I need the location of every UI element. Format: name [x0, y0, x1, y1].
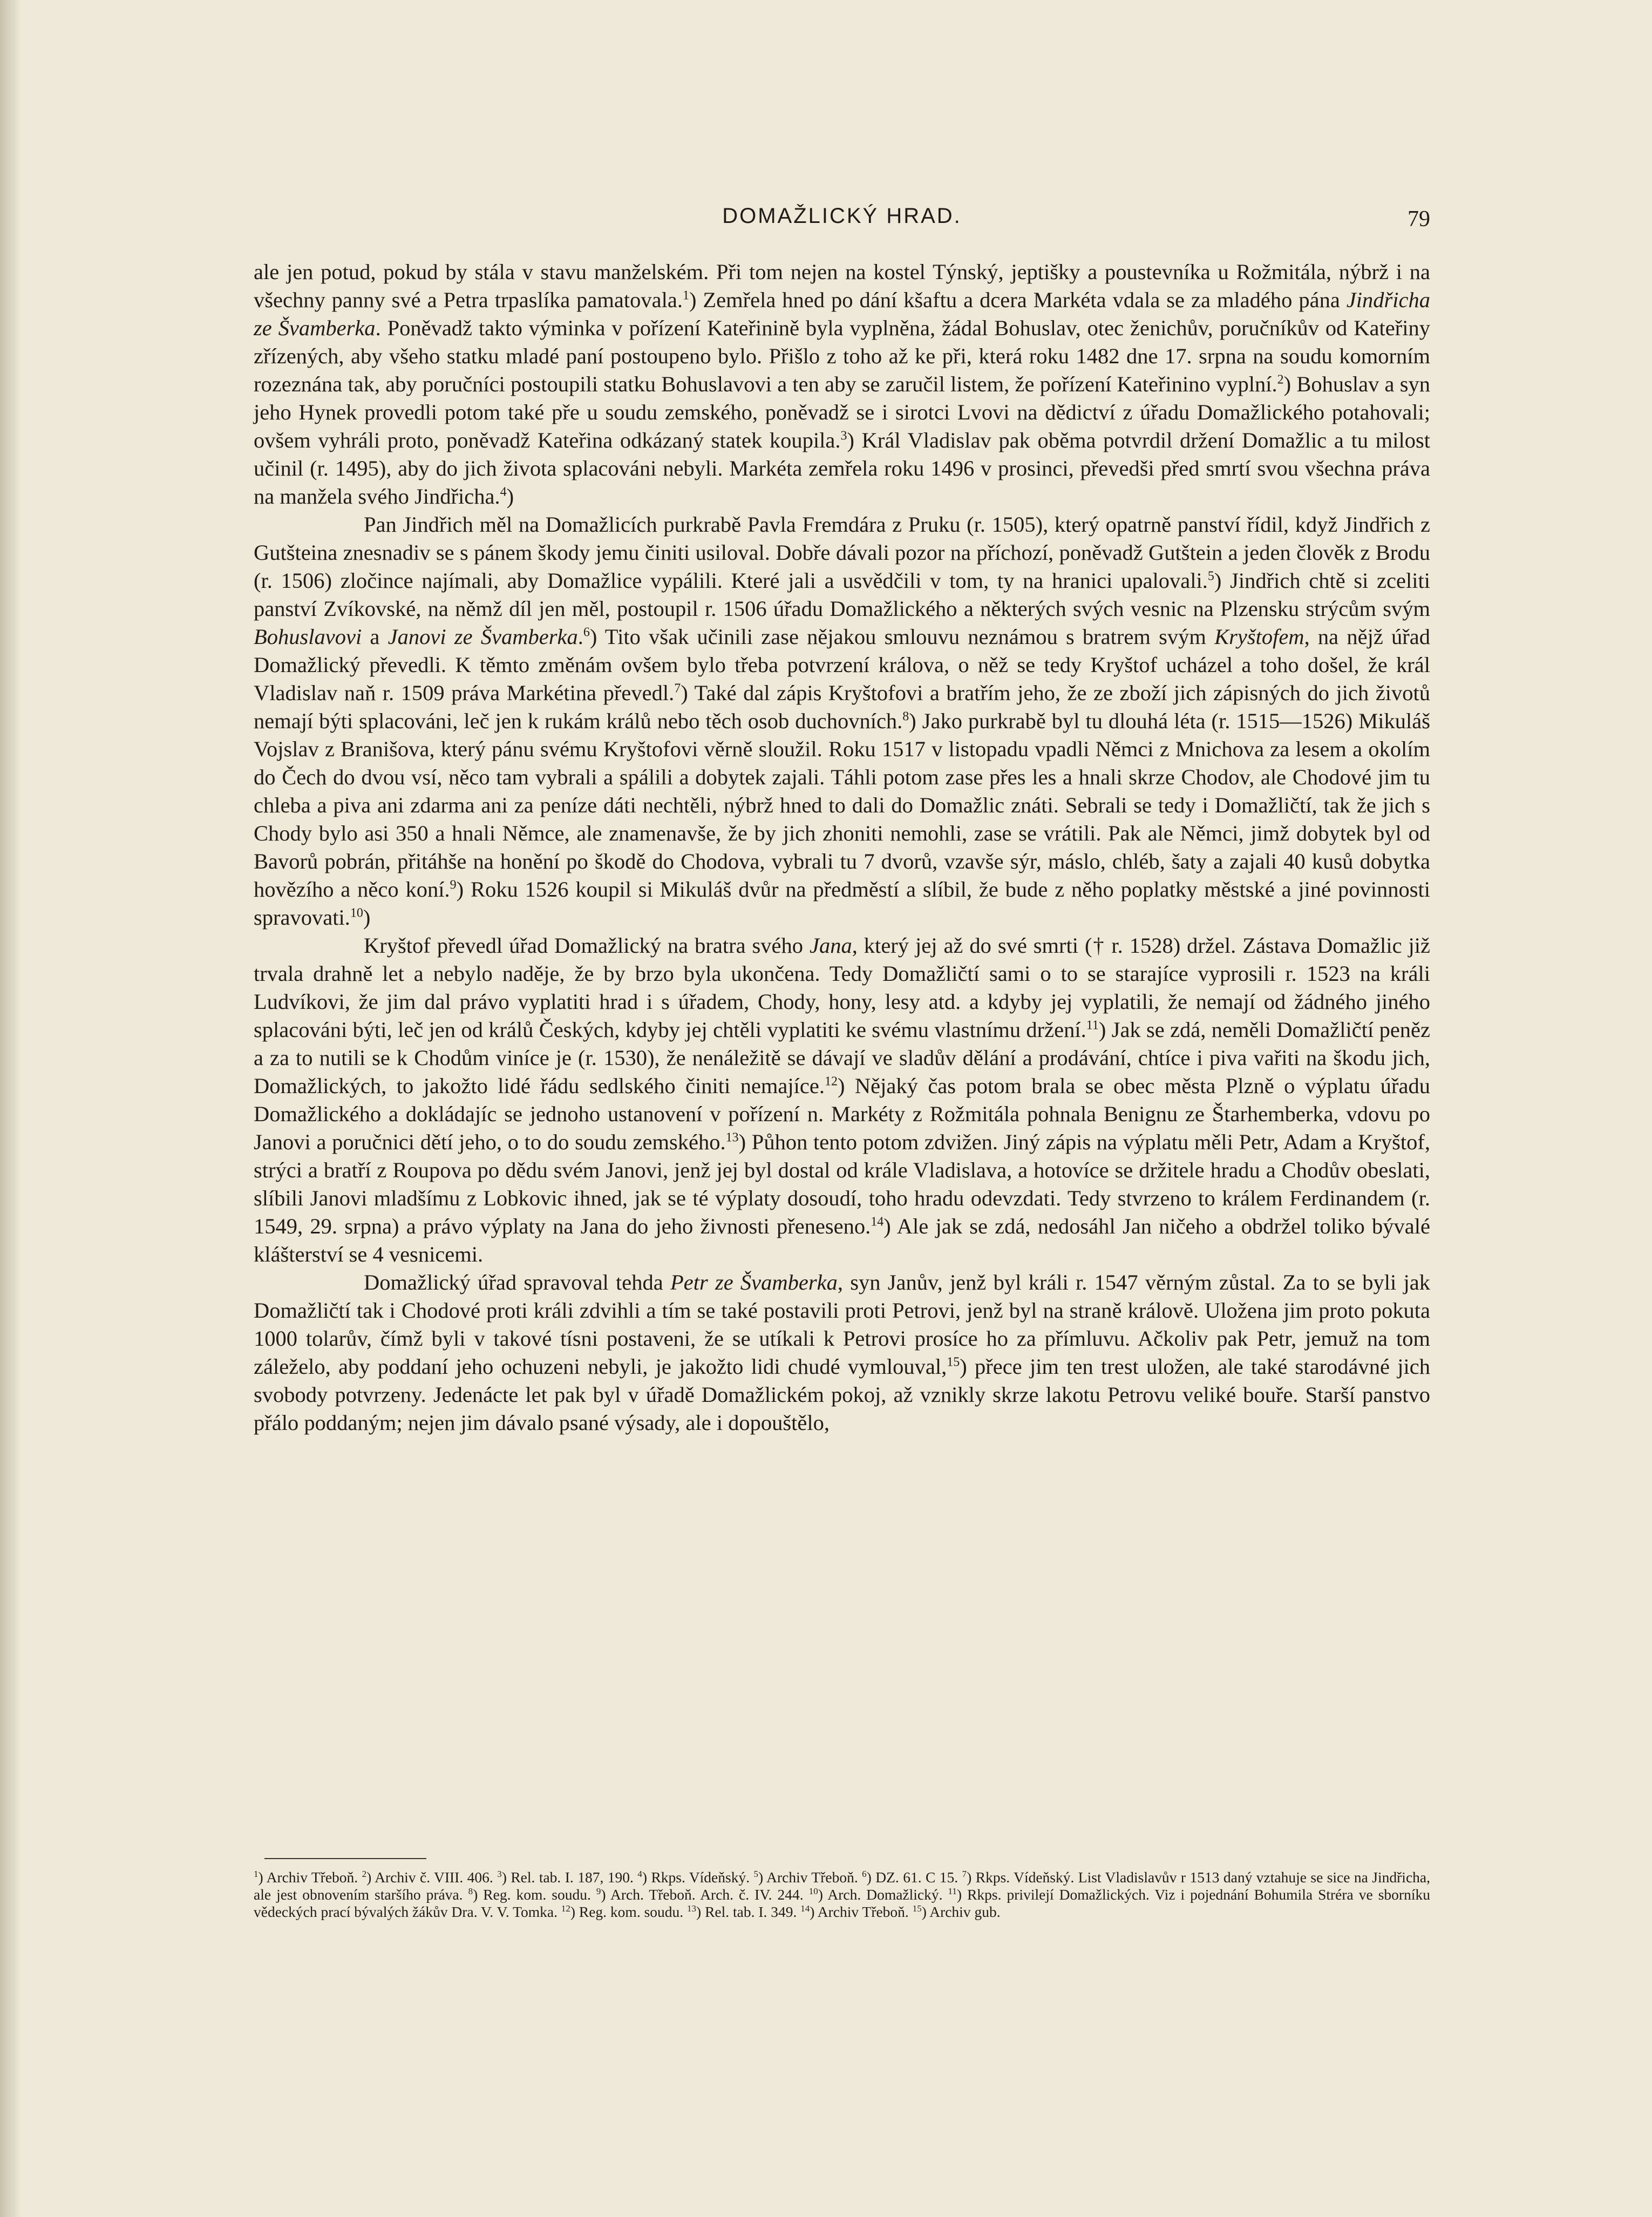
footnote-text: , syn Janův, jenž byl králi r. 1547 věrným zůstal. Za to se byli jak Domažličtí tak i Chodové proti králi zdvihli a tím se také postavili proti Petrovi, jenž byl na straně královĕ. Uložena jim proto pokuta 1000 tolarův, čímž byli v takové tísni postaveni, že se utíkali k Petrovi prosíce ho za přímluvu. Ačkoliv pak Petr, jemuž na tom záleželo, aby poddaní jeho ochuzeni nebyli, je jakožto lidi chudé vymlouval,: [254, 1270, 1430, 1379]
footnote-ref: 4: [500, 485, 507, 499]
footnote-ref: 5: [1207, 569, 1214, 584]
note-text: ) Rel. tab. I. 187, 190.: [501, 1869, 638, 1886]
footnote-text: ) Jak se zdá, neměli Domažličtí peněz a za to nutili se k Chodům viníce je (r. 1530), že nenáležitě se dávají ve sladův dělání a prodávání, chtíce i piva vařiti na škodu jich, Domažlických, to jakožto lidé řádu sedlského činiti nemajíce.: [254, 1018, 1430, 1098]
page-number: 79: [1408, 207, 1430, 232]
footnote-text: ale jen potud, pokud by stála v stavu manželském. Při tom nejen na kostel Týnský, jeptišky a poustevníka u Rožmitála, nýbrž i na všechny panny své a Petra trpaslíka pamatovala.: [254, 260, 1430, 312]
footnote-ref: 2: [1277, 372, 1284, 387]
note-ref: 13: [687, 1903, 697, 1914]
note-ref: 10: [808, 1886, 818, 1896]
footnote-ref: 9: [450, 878, 457, 892]
note-text: ) Rkps. privilejí Domažlických. Viz i pojednání Bohumila Stréra ve sborníku vědeckých prací bývalých žákův Dra. V. V. Tomka.: [254, 1886, 1430, 1920]
footnote-text: Domažlický úřad spravoval tehda: [364, 1270, 670, 1294]
footnote-text: Kryštof převedl úřad Domažlický na bratra svého: [364, 933, 810, 958]
footnotes: [254, 1869, 1430, 1921]
footnote-text: Pan Jindřich měl na Domažlicích purkrabě Pavla Fremdára z Pruku (r. 1505), který opatrně panství řídil, když Jindřich z Gutšteina znesnadiv se s pánem škody jemu činiti usiloval. Dobře dávali pozor na příchozí, poněvadž Gutštein a jeden člověk z Brodu (r. 1506) zločince najímali, aby Domažlice vypálili. Které jali a usvědčili v tom, ty na hranici upalovali.: [254, 512, 1430, 593]
paragraph: [254, 511, 1430, 932]
footnote-text: ) přece jim ten trest uložen, ale také starodávné jich svobody potvrzeny. Jedenácte let pak byl v úřadě Domažlickém pokoj, až vznikly skrze lakotu Petrovu veliké bouře. Starší panstvo přálo poddaným; nejen jim dávalo psané výsady, ale i dopouštělo,: [254, 1354, 1430, 1435]
footnote-ref: 15: [947, 1355, 960, 1369]
footnote-ref: 1: [682, 288, 689, 303]
paragraph: [254, 258, 1430, 511]
note-ref: 3: [497, 1868, 502, 1879]
footnote-text: .: [577, 625, 583, 649]
footnote-text: ) Král Vladislav pak oběma potvrdil držení Domažlic a tu milost učinil (r. 1495), aby do jich života splacováni nebyli. Markéta zemřela roku 1496 v prosinci, převedši před smrtí svou všechna práva na manžela svého Jindřicha.: [254, 428, 1430, 509]
note-ref: 15: [912, 1903, 922, 1914]
footnote-ref: 14: [871, 1215, 884, 1229]
running-title: DOMAŽLICKÝ HRAD.: [722, 204, 962, 228]
note-ref: 8: [468, 1886, 473, 1896]
footnote-text: , který jej až do své smrti († r. 1528) držel. Zástava Domažlic již trvala drahně let a nebylo naděje, že by brzo byla ukončena. Tedy Domažličtí sami o to se starajíce vyprosili r. 1523 na králi Ludvíkovi, že jim dal právo vyplatiti hrad i s úřadem, Chody, hony, lesy atd. a kdyby jej vyplatili, že nemají od žádného jiného splacováni býti, leč jen od králů Českých, kdyby jej chtěli vyplatiti ke svému vlastnímu držení.: [254, 933, 1430, 1042]
footnote-text: ) Bohuslav a syn jeho Hynek provedli potom také pře u soudu zemského, poněvadž se i sirotci Lvovi na dědictví z úřadu Domažlického potahovali; ovšem vyhráli proto, poněvadž Kateřina odkázaný statek koupila.: [254, 372, 1430, 452]
italic-name: Jindřicha ze Švamberka: [254, 288, 1430, 340]
footnote-text: a: [362, 625, 388, 649]
footnote-text: ) Jako purkrabě byl tu dlouhá léta (r. 1515—1526) Mikuláš Vojslav z Branišova, který pánu svému Kryštofovi věrně sloužil. Roku 1517 v listopadu vpadli Němci z Mnichova za lesem a okolím do Čech do dvou vsí, něco tam vybrali a spálili a dobytek zajali. Táhli potom zase přes les a hnali skrze Chodov, ale Chodové jim tu chleba a piva ani zdarma ani za peníze dáti nechtěli, nýbrž hned to dali do Domažlic znáti. Sebrali se tedy i Domažličtí, tak že jich s Chody bylo asi 350 a hnali Němce, ale znamenavše, že by jich zhoniti nemohli, zase se vrátili. Pak ale Němci, jimž dobytek byl od Bavorů pobrán, přitáhše na honění po škodě do Chodova, vybrali tu 7 dvorů, vzavše sýr, máslo, chléb, šaty a zajali 40 kusů dobytka hovězího a něco koní.: [254, 709, 1430, 901]
note-ref: 7: [962, 1868, 967, 1879]
note-ref: 11: [948, 1886, 957, 1896]
footnote-ref: 10: [350, 906, 363, 920]
note-text: ) Reg. kom. soudu.: [473, 1886, 596, 1903]
note-text: ) Archiv Třeboň.: [258, 1869, 362, 1886]
italic-name: Janovi ze Švamberka: [387, 625, 578, 649]
body-text: [254, 258, 1430, 1437]
note-text: ) Rkps. Vídeňský. List Vladislavův r 1513 daný vztahuje se sice na Jindřicha, ale jest obnovením staršího práva.: [254, 1869, 1430, 1903]
footnote-ref: 12: [825, 1074, 838, 1089]
note-text: ) Archiv Třeboň.: [758, 1869, 862, 1886]
footnote-text: ) Jindřich chtě si zceliti panství Zvíkovské, na němž díl jen měl, postoupil r. 1506 úřadu Domažlického a některých svých vesnic na Plzensku strýcům svým: [254, 568, 1430, 621]
note-ref: 4: [637, 1868, 642, 1879]
note-ref: 6: [862, 1868, 867, 1879]
footnote-text: ): [363, 905, 371, 930]
note-ref: 12: [561, 1903, 570, 1914]
note-text: ) Rel. tab. I. 349.: [696, 1903, 801, 1920]
note-text: ) Arch. Třeboň. Arch. č. IV. 244.: [601, 1886, 809, 1903]
footnote-text: ) Také dal zápis Kryštofovi a bratřím jeho, že ze zboží jich zápisných do jich životů nemají býti splacováni, leč jen k rukám králů nebo těch osob duchovních.: [254, 681, 1430, 733]
footnote-text: ) Nějaký čas potom brala se obec města Plzně o výplatu úřadu Domažlického a dokládajíc se jednoho ustanovení v pořízení n. Markéty z Rožmitála pohnala Benignu ze Štarhemberka, vdovu po Janovi a poručnici dětí jeho, o to do soudu zemského.: [254, 1074, 1430, 1154]
footnote-ref: 3: [840, 429, 847, 443]
running-header: [254, 204, 1430, 242]
page-edge-shadow: [0, 0, 22, 2217]
footnote-text: ) Roku 1526 koupil si Mikuláš dvůr na předměstí a slíbil, že bude z něho poplatky městské a jiné povinnosti spravovati.: [254, 877, 1431, 930]
footnote-ref: 11: [1086, 1018, 1099, 1033]
italic-name: Petr ze Švamberka: [670, 1270, 838, 1294]
note-ref: 9: [596, 1886, 601, 1896]
italic-name: Jana: [809, 933, 852, 958]
note-text: ) Archiv č. VIII. 406.: [366, 1869, 498, 1886]
footnote-text: ) Tito však učinili zase nějakou smlouvu neznámou s bratrem svým: [589, 625, 1215, 649]
footnote-ref: 7: [674, 681, 681, 696]
note-text: ) Reg. kom. soudu.: [570, 1903, 688, 1920]
note-text: ) Arch. Domažlický.: [818, 1886, 948, 1903]
footnote-ref: 8: [902, 709, 909, 724]
footnote-text: . Poněvadž takto výminka v pořízení Kateřinině byla vyplněna, žádal Bohuslav, otec ženichův, poručníkův od Kateřiny zřízených, aby všeho statku mladé paní postoupeno bylo. Přišlo z toho až ke při, která roku 1482 dne 17. srpna na soudu komorním rozeznána tak, aby poručníci postoupili statku Bohuslavovi a ten aby se zaručil listem, že pořízení Kateřinino vyplní.: [254, 316, 1430, 396]
footnote-ref: 6: [583, 625, 590, 640]
footnote-text: ) Zemřela hned po dání kšaftu a dcera Markéta vdala se za mladého pána: [689, 288, 1347, 312]
italic-name: Kryštofem: [1214, 625, 1304, 649]
footnote-text: ): [506, 484, 514, 509]
note-text: ) Rkps. Vídeňský.: [642, 1869, 754, 1886]
footnote-text: ) Ale jak se zdá, nedosáhl Jan ničeho a obdržel toliko bývalé klášterství se 4 vesnicemi.: [254, 1214, 1430, 1266]
footnote-block: [254, 1869, 1430, 1921]
note-text: ) Archiv Třeboň.: [810, 1903, 913, 1920]
note-text: ) Archiv gub.: [921, 1903, 1001, 1920]
note-ref: 2: [362, 1868, 367, 1879]
footnote-rule: [264, 1858, 426, 1859]
note-ref: 14: [800, 1903, 810, 1914]
note-ref: 5: [753, 1868, 759, 1879]
footnote-ref: 13: [725, 1130, 739, 1145]
footnote-text: , na nějž úřad Domažlický převedli. K těmto změnám ovšem bylo třeba potvrzení králova, o něž se tedy Kryštof ucházel a toho došel, že král Vladislav naň r. 1509 práva Markétina převedl.: [254, 625, 1430, 705]
note-text: ) DZ. 61. C 15.: [866, 1869, 962, 1886]
paragraph: [254, 932, 1430, 1269]
italic-name: Bohuslavovi: [254, 625, 362, 649]
note-ref: 1: [254, 1868, 259, 1879]
paragraph: [254, 1269, 1430, 1437]
footnote-text: ) Půhon tento potom zdvižen. Jiný zápis na výplatu měli Petr, Adam a Kryštof, strýci a bratří z Roupova po dědu svém Janovi, jenž jej byl dostal od krále Vladislava, a hotovíce se držitele hradu a Chodův obeslati, slíbili Janovi mladšímu z Lobkovic ihned, jak se té výplaty dosoudí, toho hradu odevzdati. Tedy stvrzeno to králem Ferdinandem (r. 1549, 29. srpna) a právo výplaty na Jana do jeho živnosti přeneseno.: [254, 1130, 1430, 1238]
